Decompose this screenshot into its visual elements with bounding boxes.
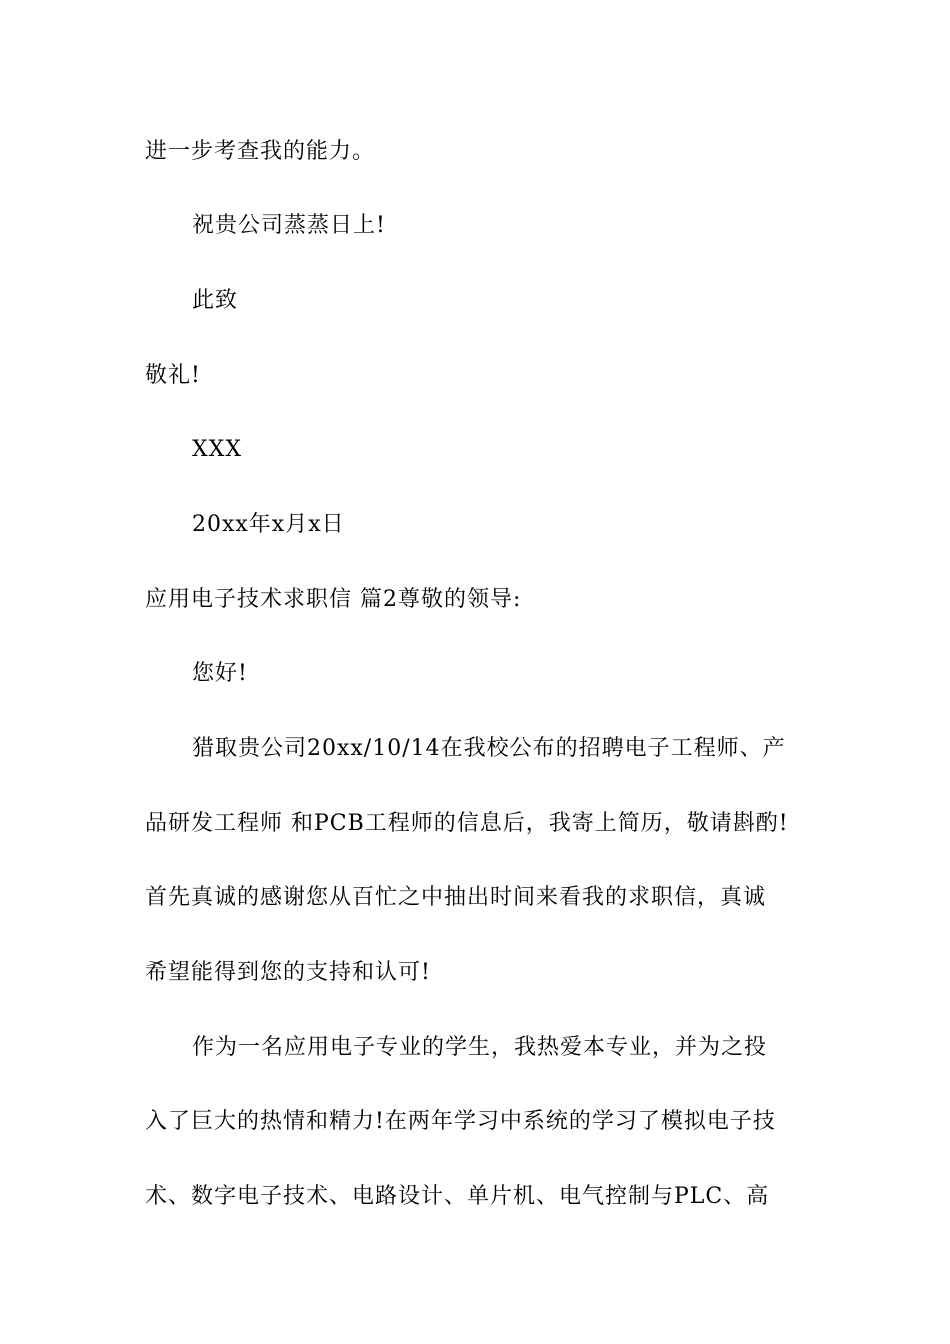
text-line: 进一步考查我的能力。 — [145, 139, 376, 164]
text-line: 入了巨大的热情和精力!在两年学习中系统的学习了模拟电子技 — [145, 1109, 776, 1134]
text-line: 首先真诚的感谢您从百忙之中抽出时间来看我的求职信，真诚 — [145, 885, 767, 910]
text-line: 20xx年x月x日 — [192, 512, 345, 537]
text-line: 术、数字电子技术、电路设计、单片机、电气控制与PLC、高 — [145, 1184, 770, 1209]
text-line: 品研发工程师 和PCB工程师的信息后，我寄上简历，敬请斟酌! — [145, 811, 789, 836]
text-line: 希望能得到您的支持和认可! — [145, 960, 431, 985]
text-line: 此致 — [192, 288, 239, 313]
text-line: 猎取贵公司20xx/10/14在我校公布的招聘电子工程师、产 — [192, 736, 786, 761]
text-line: 您好! — [192, 661, 248, 686]
text-line: 祝贵公司蒸蒸日上! — [192, 213, 386, 238]
section-heading: 应用电子技术求职信 篇2尊敬的领导: — [145, 587, 522, 612]
text-line: 敬礼! — [145, 363, 201, 388]
text-line: 作为一名应用电子专业的学生，我热爱本专业，并为之投 — [192, 1035, 768, 1060]
text-line: XXX — [192, 437, 242, 462]
